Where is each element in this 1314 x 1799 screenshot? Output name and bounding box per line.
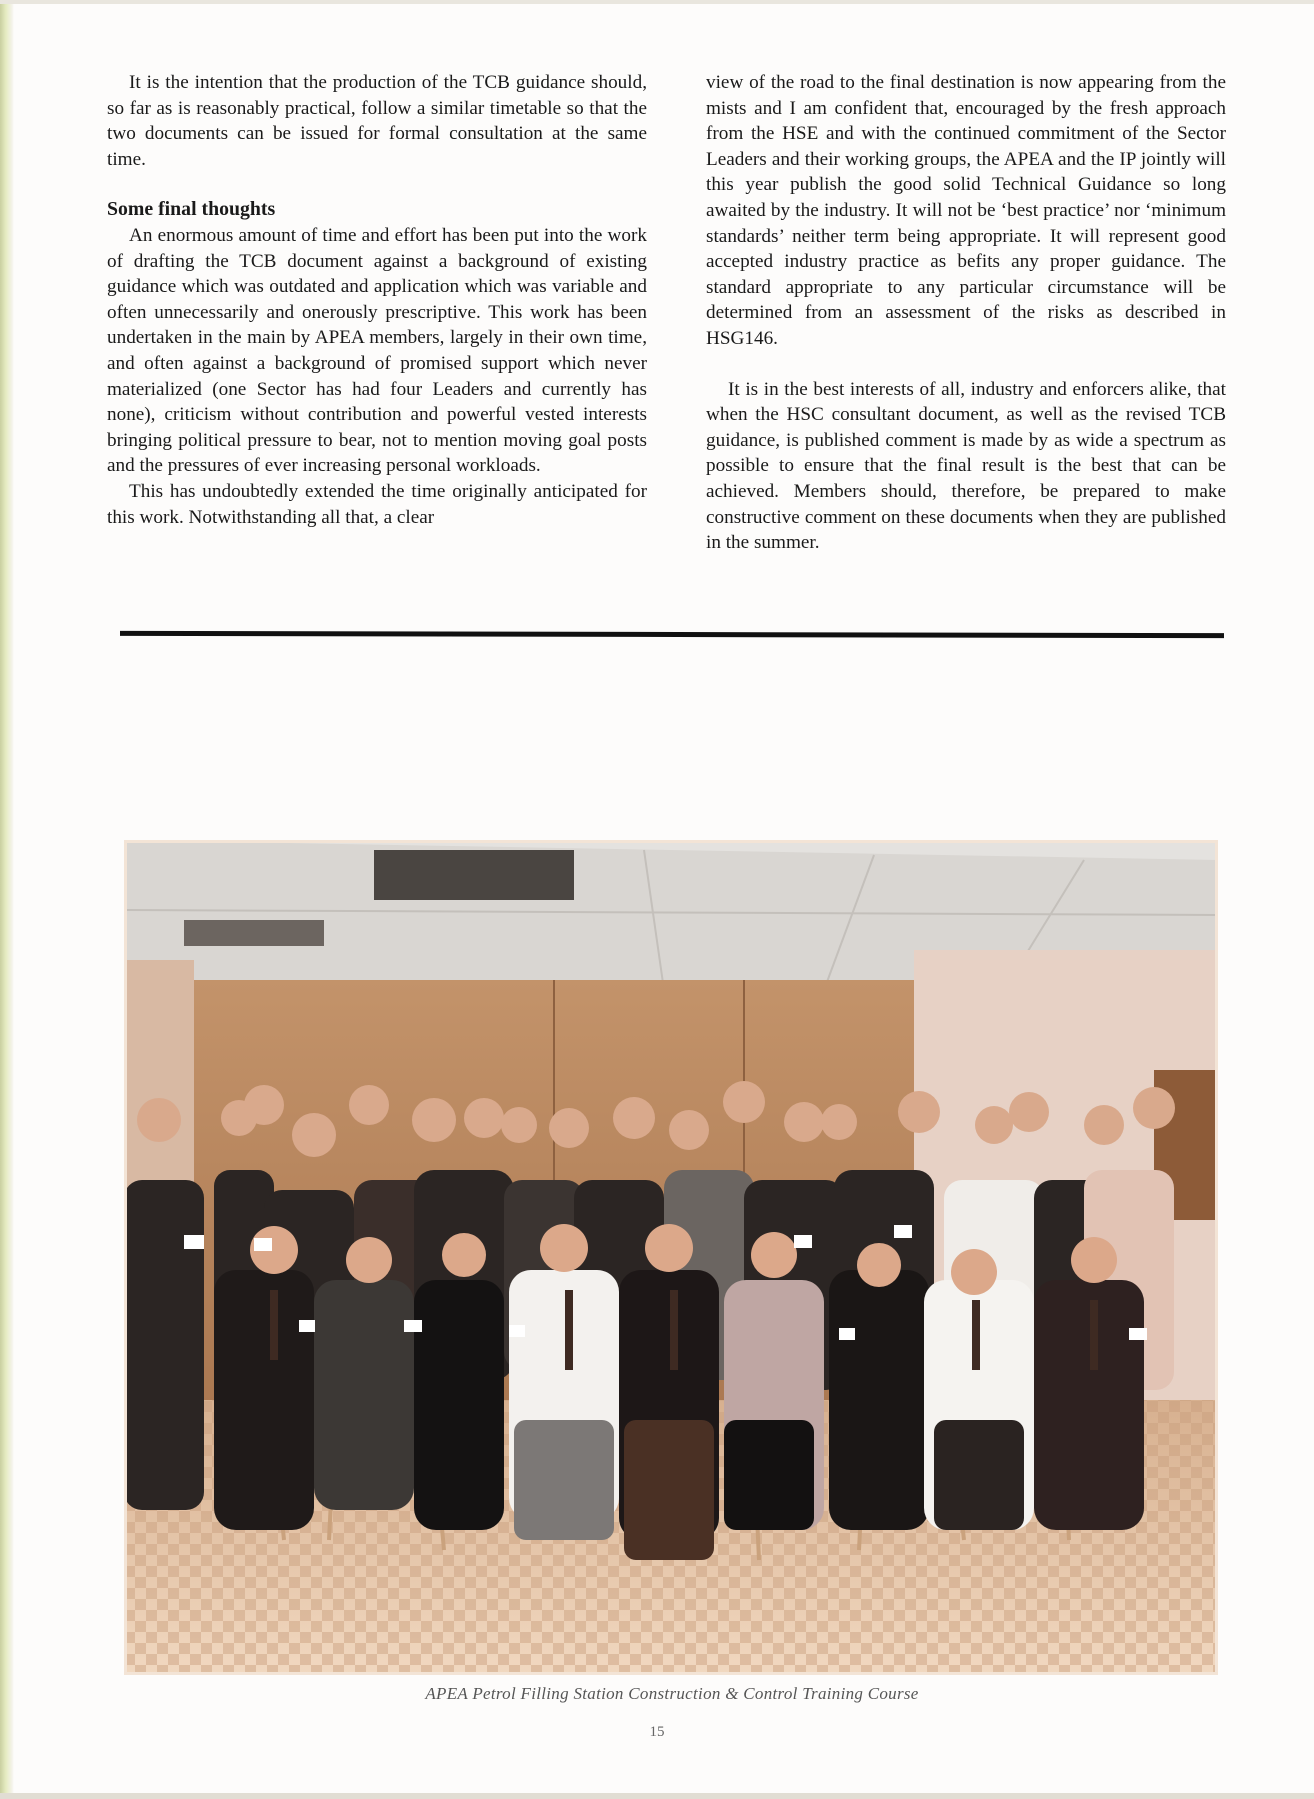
paragraph-best-interests: It is in the best interests of all, industry and enforcers alike, that when the HSC consultant document, as well as the revised TCB guidance, is published comment is made by as wide a spectrum as possible to ensure that the final result is the best that can be achieved. Members should, therefore, be prepared to make constructive comment on these documents when they are published in the summer. [706,378,1226,554]
section-heading: Some final thoughts [107,198,276,221]
paragraph-effort: An enormous amount of time and effort has been put into the work of drafting the TCB document against a background of existing guidance which was outdated and application which was variable and often unnecessarily and onerously prescriptive. This work has been undertaken in the main by APEA members, largely in their own time, and often against a background of promised support which never materialized (one Sector has had four Leaders and currently has none), criticism without contribution and powerful vested interests bringing political pressure to bear, not to mention moving goal posts and the pressures of ever increasing personal workloads. [107,224,647,477]
right-text-column [706,70,1226,556]
section-divider-rule [120,631,1224,638]
photo-caption: APEA Petrol Filling Station Construction & Control Training Course [425,1684,919,1703]
page-top-edge [0,0,1314,4]
page-number: 15 [649,1724,665,1740]
page-bottom-edge [0,1793,1314,1799]
page-binding-edge [0,0,14,1799]
group-photo [124,840,1218,1675]
left-text-column [107,70,647,530]
paragraph-tcb-timetable: It is the intention that the production of the TCB guidance should, so far as is reasonably practical, follow a similar timetable so that the two documents can be issued for formal consultation at the same time. [107,72,647,170]
paragraph-extended-time: This has undoubtedly extended the time originally anticipated for this work. Notwithstanding all that, a clear [107,480,647,528]
paragraph-road-ahead: view of the road to the final destination is now appearing from the mists and I am confident that, encouraged by the fresh approach from the HSE and with the continued commitment of the Sector Leaders and their working groups, the APEA and the IP jointly will this year publish the good solid Technical Guidance so long awaited by the industry. It will not be ‘best practice’ nor ‘minimum standards’ neither term being appropriate. It will represent good accepted industry practice as befits any proper guidance. The standard appropriate to any particular circumstance will be determined from an assessment of the risks as described in HSG146. [706,72,1226,349]
